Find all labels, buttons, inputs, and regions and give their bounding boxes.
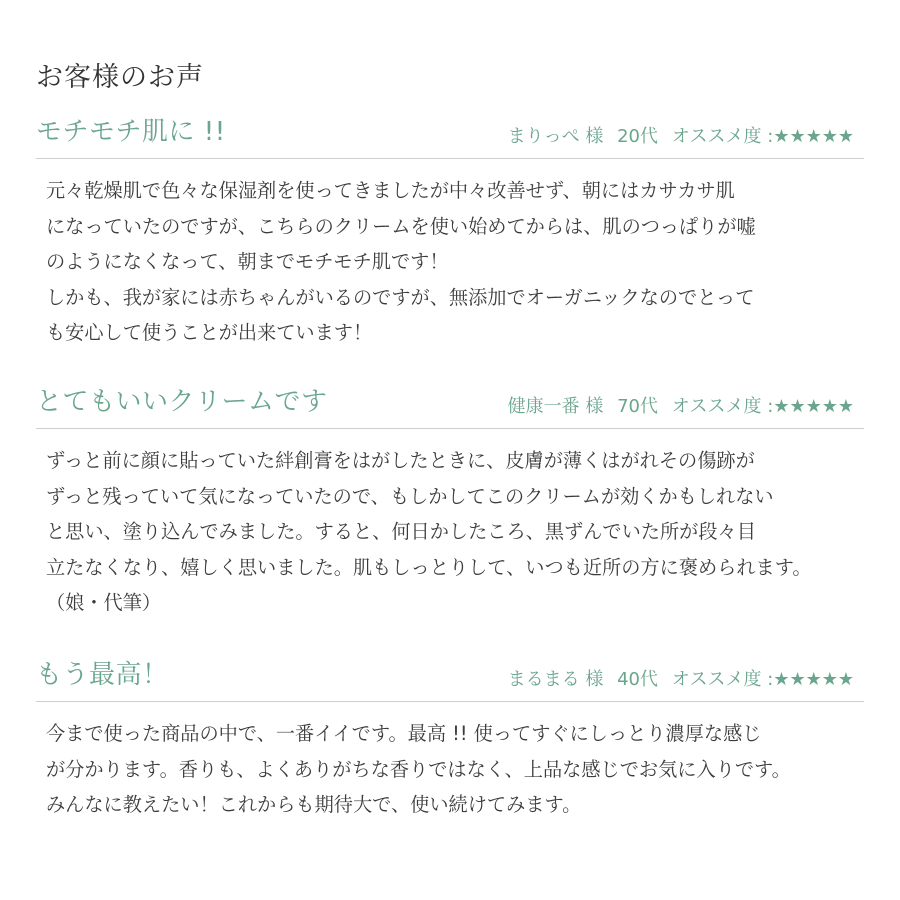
review-line: 立たなくなり、嬉しく思いました。肌もしっとりして、いつも近所の方に褒められます。 [46, 555, 812, 579]
review-header [36, 118, 864, 159]
review-line: も安心して使うことが出来ています！ [46, 321, 373, 345]
review-title: とてもいいクリームです [36, 387, 328, 417]
review-line: になっていたのですが、こちらのクリームを使い始めてからは、肌のつっぱりが嘘 [46, 214, 756, 238]
rating-stars: ★★★★★ [773, 669, 854, 690]
review-line: のようになくなって、朝までモチモチ肌です！ [46, 250, 449, 274]
review-line: ずっと残っていて気になっていたので、もしかしてこのクリームが効くかもしれない [46, 484, 774, 508]
review-body [46, 443, 860, 621]
review-line: と思い、塗り込んでみました。すると、何日かしたころ、黒ずんでいた所が段々目 [46, 520, 756, 544]
review-body [46, 173, 860, 351]
reviewer-age: 40代 [617, 669, 658, 690]
review-line: 今まで使った商品の中で、一番イイです。最高 !! 使ってすぐにしっとり濃厚な感じ [46, 722, 762, 745]
rating-stars: ★★★★★ [773, 396, 854, 417]
review-meta [508, 126, 854, 148]
rating-stars: ★★★★★ [773, 126, 854, 147]
review-header [36, 388, 864, 429]
reviewer-age: 20代 [617, 126, 658, 147]
review-body [46, 716, 860, 823]
review-meta [508, 669, 854, 691]
review-line: ずっと前に顔に貼っていた絆創膏をはがしたときに、皮膚が薄くはがれその傷跡が [46, 449, 755, 472]
rating-label: オススメ度 : [671, 669, 774, 690]
reviewer-name: まるまる 様 [507, 669, 604, 690]
review-line: みんなに教えたい！これからも期待大で、使い続けてみます。 [46, 793, 582, 817]
review-card [36, 661, 864, 823]
review-title: モチモチ肌に !! [36, 117, 226, 147]
review-title: もう最高！ [36, 660, 169, 690]
reviewer-name: 健康一番 様 [507, 396, 604, 417]
review-line: が分かります。香りも、よくありがちな香りではなく、上品な感じでお気に入りです。 [46, 757, 791, 781]
review-line: しかも、我が家には赤ちゃんがいるのですが、無添加でオーガニックなのでとって [46, 285, 755, 309]
reviewer-name: まりっぺ 様 [507, 126, 604, 147]
review-line: （娘・代筆） [46, 591, 162, 615]
page-title: お客様のお声 [36, 62, 204, 93]
rating-label: オススメ度 : [671, 396, 774, 417]
rating-label: オススメ度 : [671, 126, 774, 147]
review-meta [508, 396, 854, 418]
reviewer-age: 70代 [617, 396, 658, 417]
review-header [36, 661, 864, 702]
review-card [36, 118, 864, 351]
review-line: 元々乾燥肌で色々な保湿剤を使ってきましたが中々改善せず、朝にはカサカサ肌 [46, 179, 735, 202]
review-card [36, 388, 864, 621]
